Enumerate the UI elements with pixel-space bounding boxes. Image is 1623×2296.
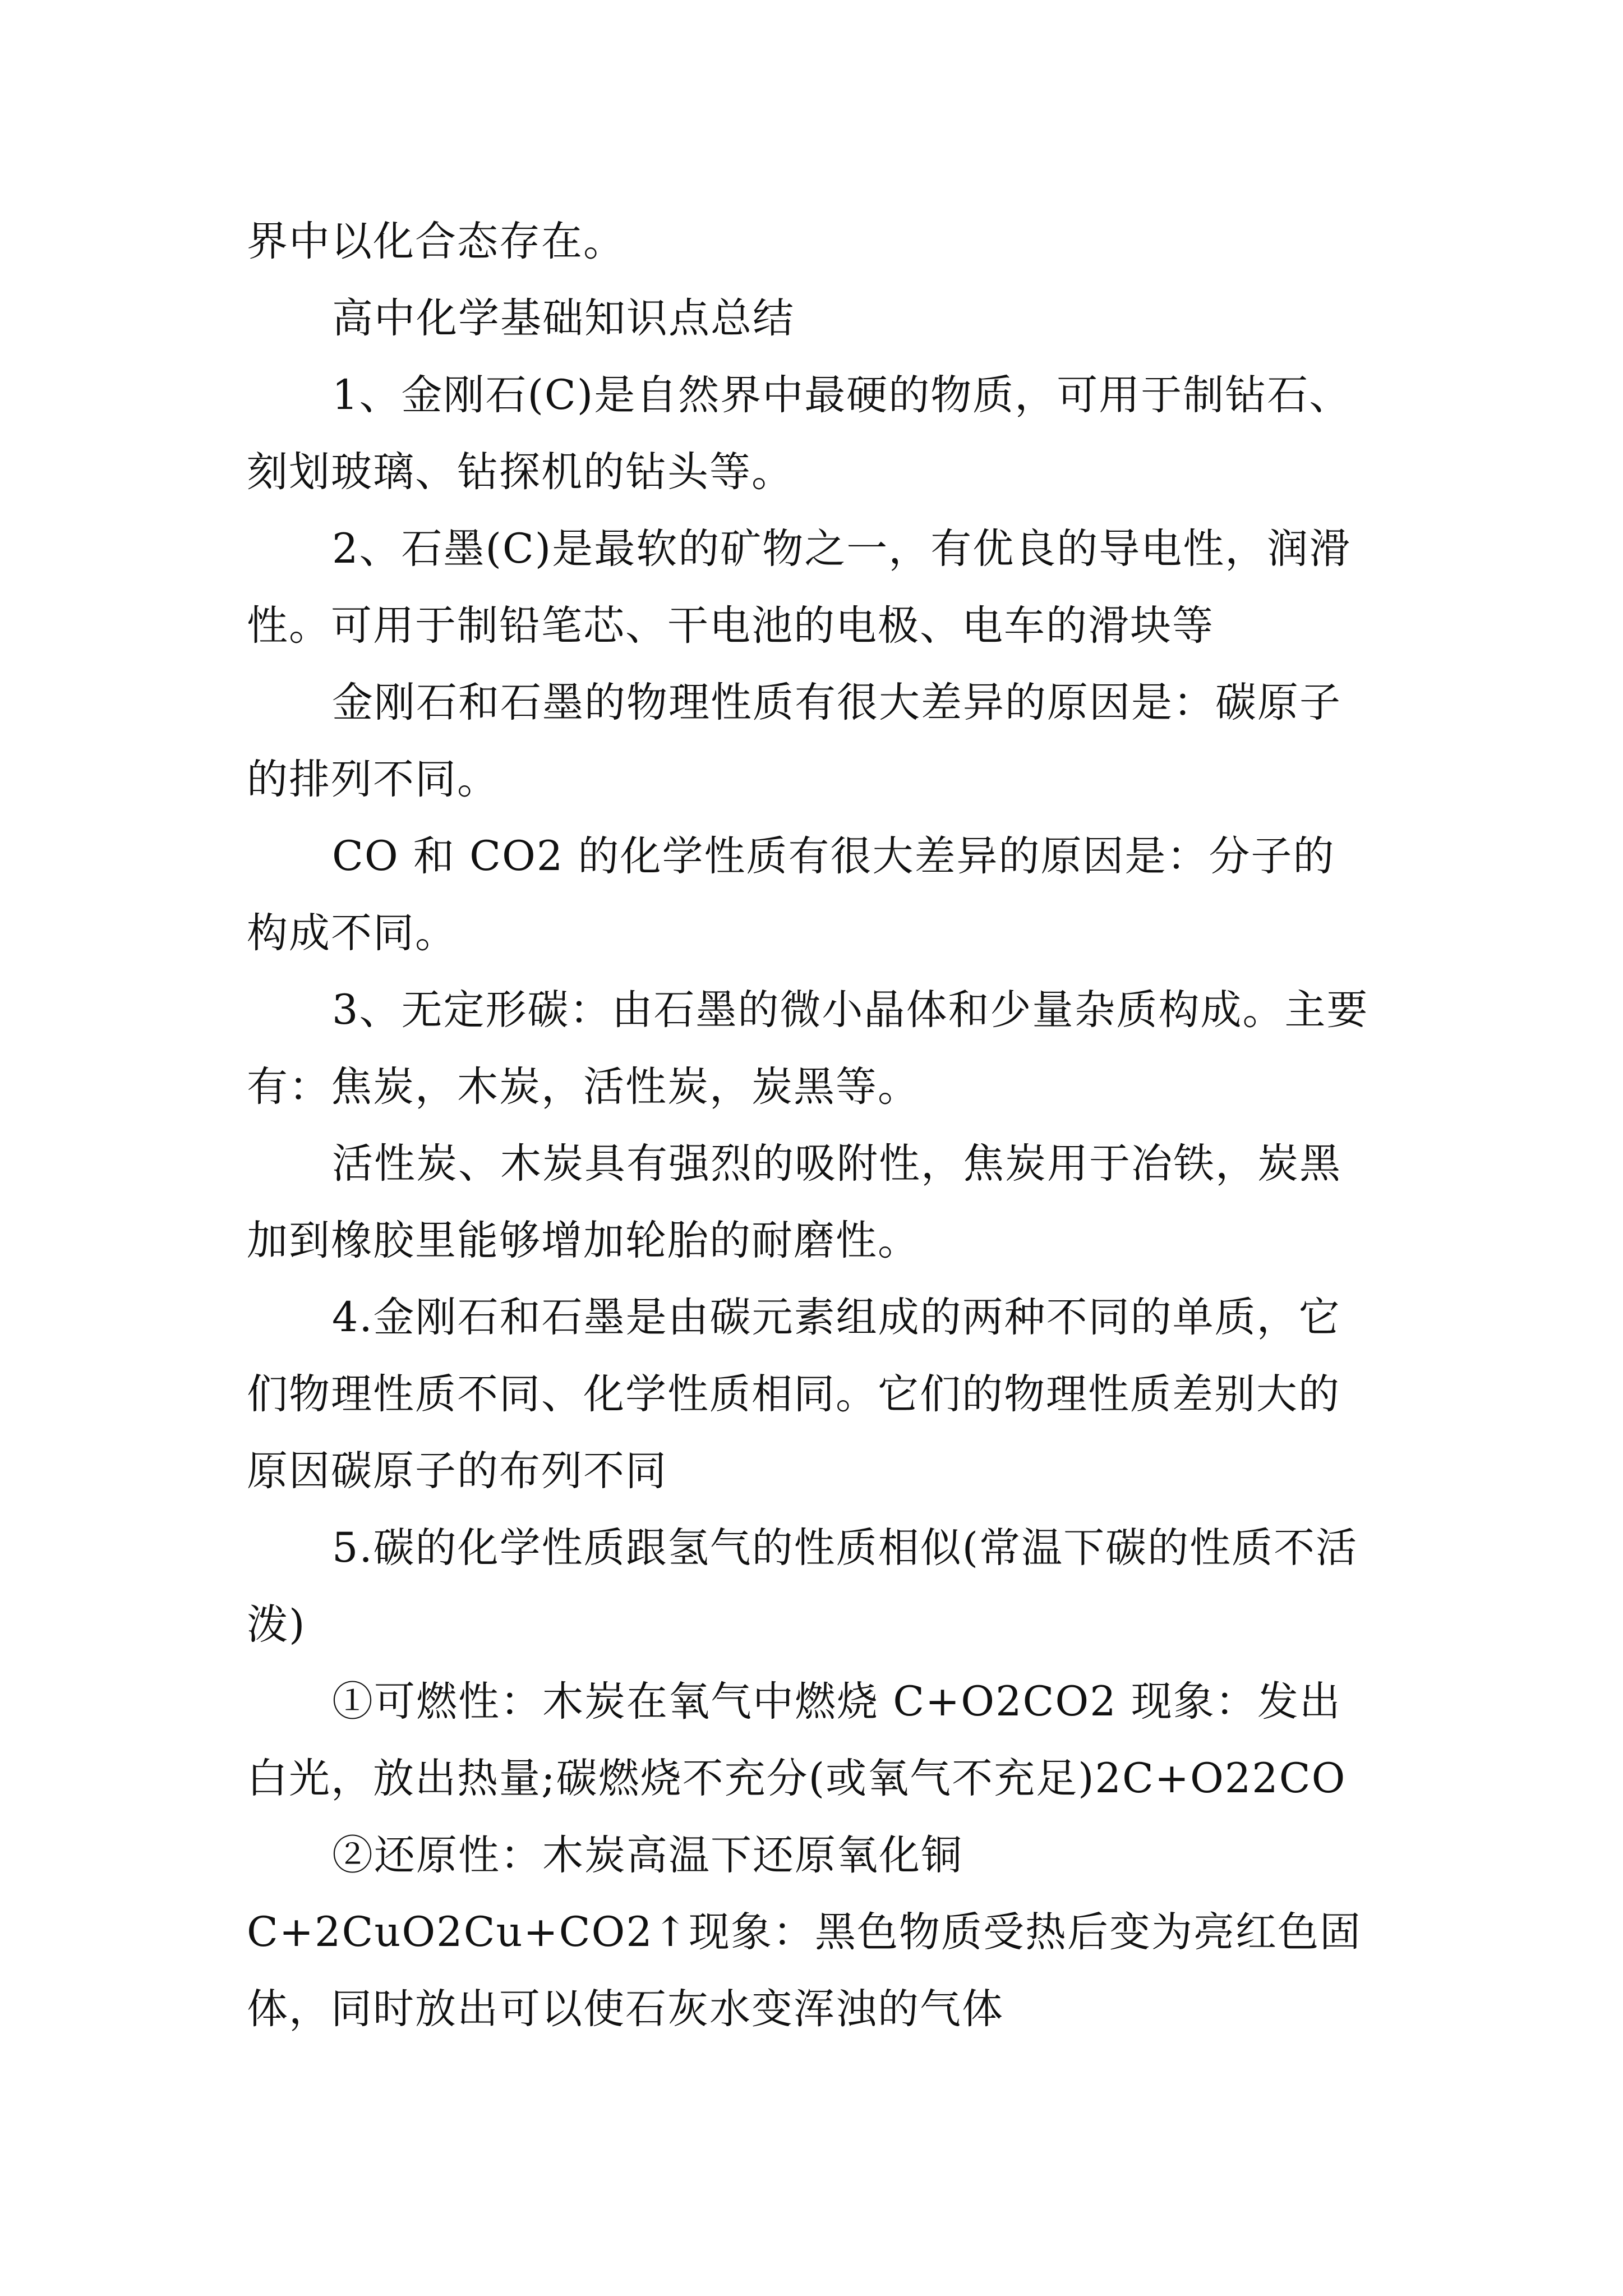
paragraph-diamond: 1、金刚石(C)是自然界中最硬的物质，可用于制钻石、刻划玻璃、钻探机的钻头等。	[247, 371, 1352, 496]
document-body	[247, 203, 1377, 2047]
paragraph-combustibility: ①可燃性：木炭在氧气中燃烧 C+O2CO2 现象：发出白光，放出热量;碳燃烧不充分(或氧气不充足)2C+O22CO	[247, 1678, 1347, 1802]
paragraph-reducibility: ②还原性：木炭高温下还原氧化铜 C+2CuO2Cu+CO2↑现象：黑色物质受热后变为亮红色固体，同时放出可以使石灰水变浑浊的气体	[247, 1832, 1362, 2033]
paragraph-co-co2: CO 和 CO2 的化学性质有很大差异的原因是：分子的构成不同。	[247, 832, 1335, 957]
paragraph-activated-carbon: 活性炭、木炭具有强烈的吸附性，焦炭用于冶铁，炭黑加到橡胶里能够增加轮胎的耐磨性。	[247, 1140, 1341, 1264]
paragraph-elemental-forms: 4.金刚石和石墨是由碳元素组成的两种不同的单质，它们物理性质不同、化学性质相同。它们的物理性质差别大的原因碳原子的布列不同	[247, 1294, 1341, 1495]
section-heading: 高中化学基础知识点总结	[332, 295, 795, 342]
paragraph-physical-difference: 金刚石和石墨的物理性质有很大差异的原因是：碳原子的排列不同。	[247, 679, 1341, 803]
continued-paragraph: 界中以化合态存在。	[247, 218, 625, 265]
paragraph-amorphous-carbon: 3、无定形碳：由石墨的微小晶体和少量杂质构成。主要有：焦炭，木炭，活性炭，炭黑等。	[247, 986, 1369, 1111]
paragraph-chemical-properties: 5.碳的化学性质跟氢气的性质相似(常温下碳的性质不活泼)	[247, 1524, 1358, 1649]
paragraph-graphite: 2、石墨(C)是最软的矿物之一，有优良的导电性，润滑性。可用于制铅笔芯、干电池的电极、电车的滑块等	[247, 525, 1352, 650]
